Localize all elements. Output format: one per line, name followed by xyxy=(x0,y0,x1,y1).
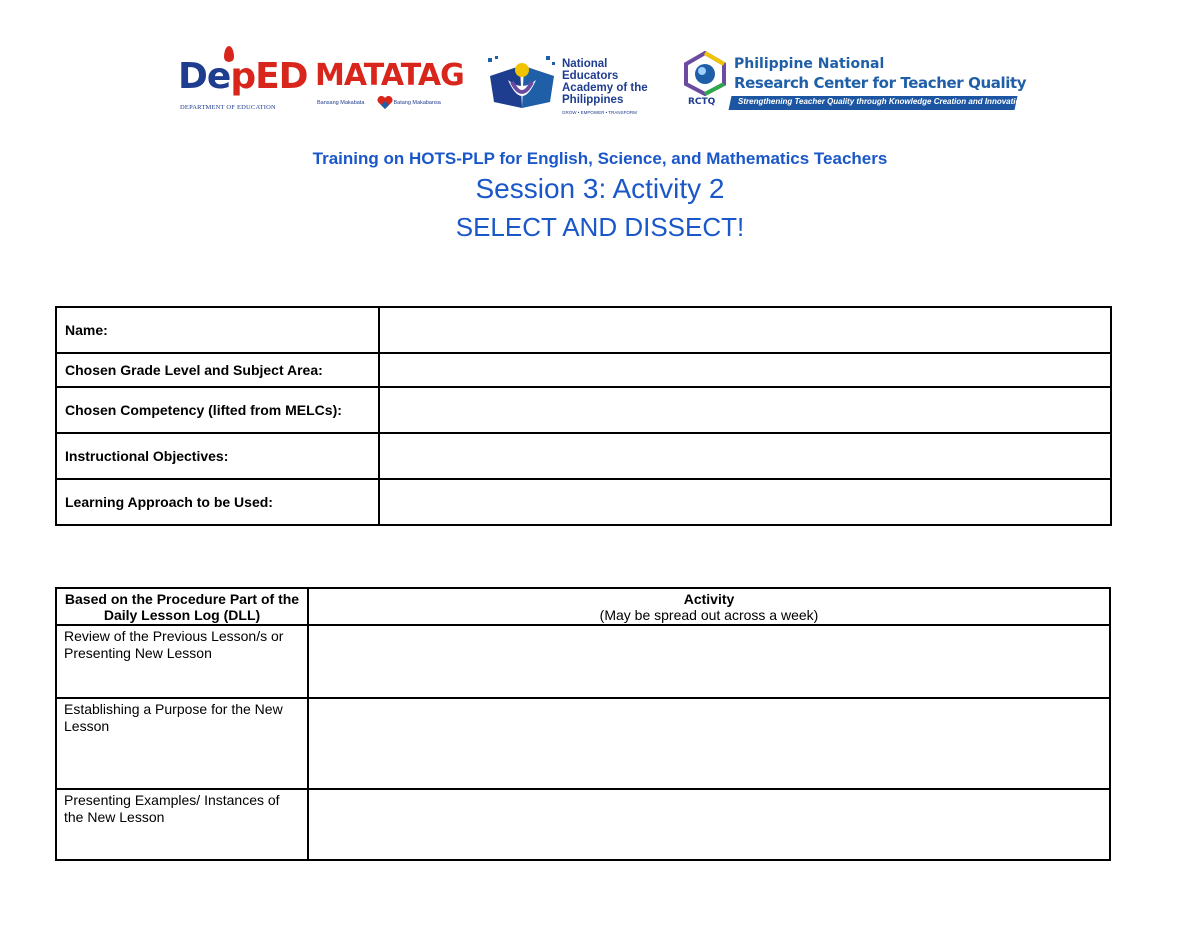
procedure-step: Presenting Examples/ Instances of the New Lesson xyxy=(56,789,308,860)
grade-subject-field[interactable] xyxy=(379,353,1111,387)
table-row xyxy=(56,698,1110,789)
session-title: Session 3: Activity 2 xyxy=(475,173,725,204)
deped-subtitle: DEPARTMENT OF EDUCATION xyxy=(180,104,276,111)
neap-tagline: GROW • EMPOWER • TRANSFORM xyxy=(562,110,637,115)
objectives-label: Instructional Objectives: xyxy=(56,433,379,479)
training-title: Training on HOTS-PLP for English, Science, and Mathematics Teachers xyxy=(312,149,888,168)
procedure-column-header: Based on the Procedure Part of the Daily Lesson Log (DLL) xyxy=(56,588,308,625)
table-row xyxy=(56,479,1111,525)
name-field[interactable] xyxy=(379,307,1111,353)
activity-column-header: Activity (May be spread out across a week) xyxy=(308,588,1110,625)
approach-label: Learning Approach to be Used: xyxy=(56,479,379,525)
deped-logo: DepED DEPARTMENT OF EDUCATION xyxy=(178,54,290,116)
table-header-row xyxy=(56,588,1110,625)
activity-title: SELECT AND DISSECT! xyxy=(455,212,745,242)
table-row xyxy=(56,387,1111,433)
rctq-tagline: Strengthening Teacher Quality through Knowledge Creation and Innovation xyxy=(738,97,1026,106)
table-row xyxy=(56,433,1111,479)
matatag-tagline: Bansang Makabata Batang Makabansa xyxy=(317,100,441,106)
rctq-emblem-icon xyxy=(680,50,730,96)
matatag-logo: MATATAG Bansang Makabata Batang Makabansa xyxy=(315,58,460,118)
neap-emblem-icon xyxy=(486,52,558,116)
procedure-step: Review of the Previous Lesson/s or Presenting New Lesson xyxy=(56,625,308,698)
procedure-step: Establishing a Purpose for the New Lesson xyxy=(56,698,308,789)
competency-label: Chosen Competency (lifted from MELCs): xyxy=(56,387,379,433)
table-row xyxy=(56,625,1110,698)
name-label: Name: xyxy=(56,307,379,353)
table-row xyxy=(56,353,1111,387)
activity-cell[interactable] xyxy=(308,625,1110,698)
heart-icon xyxy=(377,96,393,110)
grade-subject-label: Chosen Grade Level and Subject Area: xyxy=(56,353,379,387)
approach-field[interactable] xyxy=(379,479,1111,525)
rctq-logo: RCTQ Philippine National Research Center for Teacher Quality Strengthening Teacher Quality through Knowledge Creation and Innovation xyxy=(680,50,1020,120)
logo-banner xyxy=(0,48,1200,120)
activity-note: (May be spread out across a week) xyxy=(599,607,819,623)
activity-cell[interactable] xyxy=(308,698,1110,789)
table-row xyxy=(56,789,1110,860)
competency-field[interactable] xyxy=(379,387,1111,433)
info-table xyxy=(55,306,1112,526)
neap-name: National Educators Academy of the Philippines xyxy=(562,58,648,106)
activity-cell[interactable] xyxy=(308,789,1110,860)
table-row xyxy=(56,307,1111,353)
objectives-field[interactable] xyxy=(379,433,1111,479)
procedure-table xyxy=(55,587,1111,861)
neap-logo xyxy=(486,52,651,118)
